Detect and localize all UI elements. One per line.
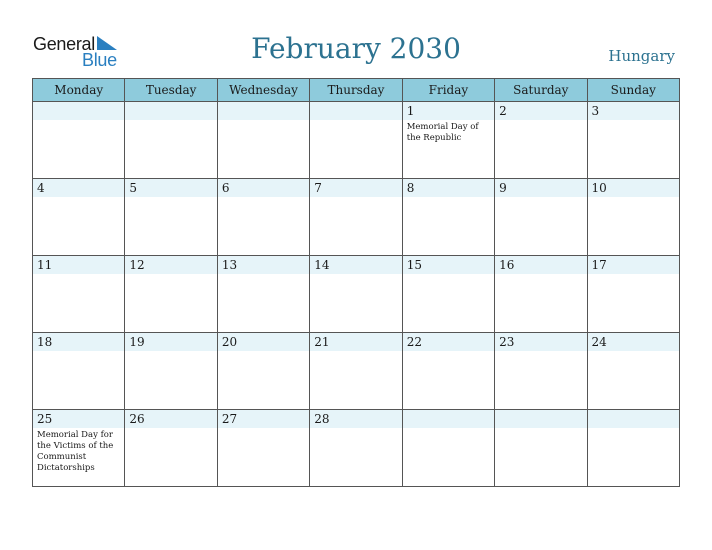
holiday-label (218, 120, 309, 122)
day-cell (125, 256, 217, 333)
day-number: 24 (591, 335, 607, 349)
holiday-label (125, 197, 216, 199)
holiday-label (588, 197, 679, 199)
day-number: 8 (406, 181, 415, 195)
day-cell (217, 333, 309, 410)
day-number: 16 (499, 258, 515, 272)
day-number: 11 (37, 258, 53, 272)
holiday-label (588, 351, 679, 353)
day-number: 9 (499, 181, 507, 195)
day-number: 23 (499, 335, 515, 349)
day-cell (587, 102, 679, 179)
logo-word-general: General (33, 34, 95, 54)
holiday-label (403, 197, 494, 199)
day-number: 18 (37, 335, 53, 349)
week-row (33, 256, 680, 333)
day-number: 3 (591, 104, 600, 118)
weekday-header: Friday (402, 79, 494, 102)
day-number: 7 (314, 181, 322, 195)
day-cell (125, 410, 217, 487)
weekday-header: Saturday (495, 79, 587, 102)
day-cell (310, 410, 402, 487)
holiday-label (403, 274, 494, 276)
holiday-label (588, 428, 679, 430)
country-label: Hungary (608, 47, 675, 65)
holiday-label (218, 274, 309, 276)
calendar-grid (32, 78, 680, 487)
day-number: 20 (221, 335, 238, 349)
day-number: 10 (591, 181, 607, 195)
logo-word-blue: Blue (82, 50, 117, 70)
week-row (33, 410, 680, 487)
day-number: 27 (221, 412, 238, 426)
weekday-header: Tuesday (125, 79, 217, 102)
holiday-label (310, 197, 401, 199)
holiday-label (33, 197, 124, 199)
day-number: 22 (406, 335, 422, 349)
holiday-label (218, 351, 309, 353)
day-number: 2 (499, 104, 507, 118)
holiday-label (125, 428, 216, 430)
holiday-label: Memorial Day of the Republic (406, 122, 479, 143)
day-cell (402, 102, 494, 179)
week-row (33, 102, 680, 179)
holiday-label (218, 428, 309, 430)
day-cell (587, 256, 679, 333)
day-cell (402, 179, 494, 256)
holiday-label (495, 197, 586, 199)
day-number: 12 (129, 258, 145, 272)
day-cell (587, 410, 679, 487)
day-cell (495, 179, 587, 256)
day-cell (310, 256, 402, 333)
weekday-header: Wednesday (217, 79, 309, 102)
day-cell (125, 179, 217, 256)
day-number: 6 (221, 181, 230, 195)
day-cell (495, 410, 587, 487)
day-number: 1 (406, 104, 415, 118)
day-cell (217, 102, 309, 179)
day-cell (125, 333, 217, 410)
day-cell (217, 256, 309, 333)
day-cell (495, 256, 587, 333)
holiday-label (125, 274, 216, 276)
day-cell (310, 102, 402, 179)
holiday-label (495, 274, 586, 276)
day-number (125, 102, 216, 120)
day-cell (125, 102, 217, 179)
week-row (33, 333, 680, 410)
holiday-label (403, 351, 494, 353)
weekday-header-row (33, 79, 680, 102)
day-cell (587, 179, 679, 256)
day-number (218, 102, 309, 120)
holiday-label (495, 428, 586, 430)
holiday-label (125, 120, 216, 122)
holiday-label (33, 351, 124, 353)
day-cell (33, 256, 125, 333)
holiday-label (588, 274, 679, 276)
holiday-label (310, 428, 401, 430)
day-cell (402, 333, 494, 410)
holiday-label: Memorial Day for the Victims of the Communist Dictatorships (37, 430, 114, 473)
day-cell (33, 410, 125, 487)
holiday-label (588, 120, 679, 122)
holiday-label (495, 120, 586, 122)
day-number: 4 (37, 181, 45, 195)
holiday-label (310, 120, 401, 122)
weekday-header: Sunday (587, 79, 679, 102)
holiday-label (33, 274, 124, 276)
day-cell (587, 333, 679, 410)
holiday-label (403, 428, 494, 430)
day-number: 25 (37, 412, 53, 426)
day-cell (217, 410, 309, 487)
day-number: 21 (314, 335, 330, 349)
day-number: 15 (406, 258, 422, 272)
day-number (310, 102, 401, 120)
day-cell (33, 179, 125, 256)
week-row (33, 179, 680, 256)
holiday-label (310, 274, 401, 276)
day-cell (310, 179, 402, 256)
day-cell (495, 102, 587, 179)
holiday-label (310, 351, 401, 353)
holiday-label (218, 197, 309, 199)
weekday-header: Thursday (310, 79, 402, 102)
day-number (495, 410, 586, 428)
day-number: 17 (591, 258, 607, 272)
day-number: 28 (314, 412, 330, 426)
day-number: 26 (129, 412, 145, 426)
day-cell (495, 333, 587, 410)
day-number (33, 102, 124, 120)
weekday-header: Monday (33, 79, 125, 102)
day-cell (33, 333, 125, 410)
day-number (588, 410, 679, 428)
day-number (403, 410, 494, 428)
day-cell (402, 256, 494, 333)
day-cell (402, 410, 494, 487)
day-cell (217, 179, 309, 256)
holiday-label (495, 351, 586, 353)
day-number: 13 (221, 258, 238, 272)
day-cell (310, 333, 402, 410)
day-number: 5 (129, 181, 138, 195)
holiday-label (33, 120, 124, 122)
day-number: 19 (129, 335, 145, 349)
day-number: 14 (314, 258, 330, 272)
page-title: February 2030 (251, 32, 461, 65)
day-cell (33, 102, 125, 179)
holiday-label (125, 351, 216, 353)
